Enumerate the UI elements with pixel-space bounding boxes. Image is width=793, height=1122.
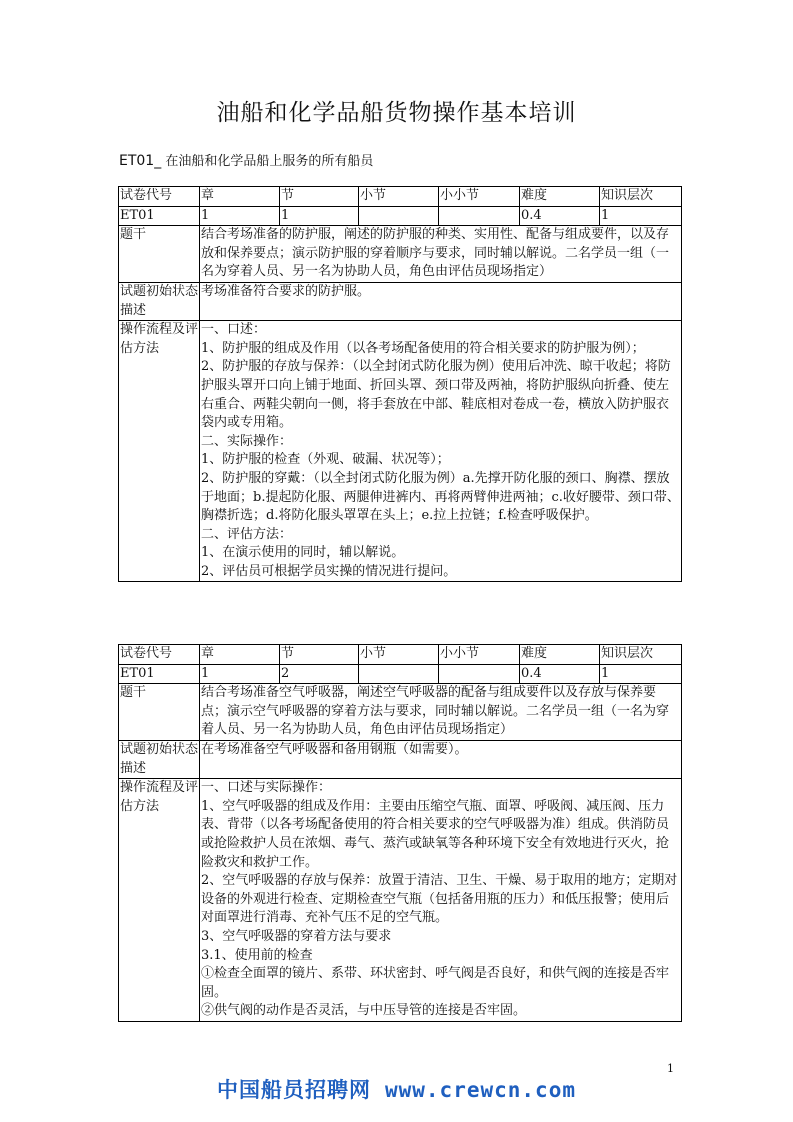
value-cell [359,206,439,226]
course-code: ET01_ [119,153,162,169]
header-cell: 试卷代号 [119,645,200,665]
init-row [119,740,682,778]
procedure-line: 2、评估员可根据学员实操的情况进行提问。 [201,563,457,579]
header-cell: 难度 [520,187,600,207]
init-row [119,282,682,320]
stem-text: 结合考场准备的防护服，阐述的防护服的种类、实用性、配备与组成要件，以及存放和保养要点；演示防护服的穿着顺序与要求，同时辅以解说。二名学员一组（一名为穿着人员、另一名为协助人员，角色由评估员现场指定） [200,226,682,283]
stem-row [119,684,682,741]
procedure-line: ①检查全面罩的镜片、系带、环状密封、呼气阀是否良好，和供气阀的连接是否牢固。 [201,966,670,1000]
procedure-line: 1、防护服的检查（外观、破漏、状况等）； [201,452,450,468]
procedure-line: ②供气阀的动作是否灵活，与中压导管的连接是否牢固。 [201,1003,527,1019]
procedure-text [200,779,682,1022]
procedure-line: 2、防护服的存放与保养：（以全封闭式防化服为例）使用后冲洗、晾干收起；将防护服头罩开口向上铺于地面、折回头罩、颈口带及两袖，将防护服纵向折叠、使左右重合、两鞋尖朝向一侧，将手套放在中部、鞋底相对卷成一卷，横放入防护服衣袋内或专用箱。 [201,359,671,431]
procedure-label: 操作流程及评估方法 [119,779,200,1022]
init-text: 在考场准备空气呼吸器和备用钢瓶（如需要）。 [200,740,682,778]
procedure-line: 1、在演示使用的同时，辅以解说。 [201,545,405,561]
value-cell: 1 [200,664,280,684]
header-cell: 节 [280,645,359,665]
header-cell: 小节 [359,645,439,665]
header-cell: 试卷代号 [119,187,200,207]
value-cell: 1 [600,206,682,226]
procedure-text [200,321,682,582]
value-cell: ET01 [119,664,200,684]
header-cell: 小节 [359,187,439,207]
page-title: 油船和化学品船货物操作基本培训 [216,100,577,126]
procedure-line: 1、空气呼吸器的组成及作用：主要由压缩空气瓶、面罩、呼吸阀、减压阀、压力表、背带（以各考场配备使用的符合相关要求的空气呼吸器为准）组成。供消防员或抢险救护人员在浓烟、毒气、蒸汽或缺氧等各种环境下安全有效地进行灭火，抢险救灾和救护工作。 [201,798,670,870]
procedure-line: 2、防护服的穿戴：（以全封闭式防化服为例）a.先撑开防化服的颈口、胸襟、摆放于地面；b.提起防化服、两腿伸进裤内、再将两臂伸进两袖；c.收好腰带、颈口带、胸襟折选；d.将防化服头罩罩在头上；e.拉上拉链；f.检查呼吸保护。 [201,470,680,524]
header-cell: 知识层次 [600,187,682,207]
header-cell: 章 [200,187,280,207]
course-subtitle [119,150,373,169]
stem-row [119,226,682,283]
procedure-line: 3、空气呼吸器的穿着方法与要求 [201,928,392,944]
course-audience: 在油船和化学品船上服务的所有船员 [161,154,374,169]
value-cell: 0.4 [520,664,600,684]
header-cell: 知识层次 [600,645,682,665]
value-row [119,664,682,684]
procedure-line: 1、防护服的组成及作用（以各考场配备使用的符合相关要求的防护服为例）； [201,340,645,356]
value-cell: 1 [200,206,280,226]
value-cell: 2 [280,664,359,684]
header-cell: 章 [200,645,280,665]
stem-label: 题干 [119,684,200,741]
value-cell [439,664,520,684]
footer-watermark [0,1074,793,1104]
footer-site-name: 中国船员招聘网 [216,1078,371,1102]
question-table [118,644,682,1022]
value-cell: ET01 [119,206,200,226]
init-text: 考场准备符合要求的防护服。 [200,282,682,320]
value-cell [359,664,439,684]
procedure-line: 一、口述： [201,322,267,338]
value-row [119,206,682,226]
procedure-line: 2、空气呼吸器的存放与保养：放置于清洁、卫生、干燥、易于取用的地方；定期对设备的外观进行检查、定期检查空气瓶（包括备用瓶的压力）和低压报警；使用后对面罩进行消毒、充补气压不足的空气瓶。 [201,873,678,926]
procedure-line: 二、实际操作： [201,433,293,449]
value-cell [439,206,520,226]
procedure-line: 二、评估方法： [201,526,293,542]
init-label: 试题初始状态描述 [119,740,200,778]
header-cell: 小小节 [439,645,520,665]
question-table [118,186,682,582]
header-cell: 难度 [520,645,600,665]
value-cell: 1 [600,664,682,684]
procedure-row [119,779,682,1022]
procedure-label: 操作流程及评估方法 [119,321,200,582]
stem-text: 结合考场准备空气呼吸器，阐述空气呼吸器的配备与组成要件以及存放与保养要点；演示空气呼吸器的穿着方法与要求，同时辅以解说。二名学员一组（一名为穿着人员、另一名为协助人员，角色由评估员现场指定） [200,684,682,741]
header-cell: 节 [280,187,359,207]
header-row [119,645,682,665]
page-number: 1 [667,1062,674,1075]
footer-url[interactable]: www.crewcn.com [384,1078,576,1102]
header-row [119,187,682,207]
init-label: 试题初始状态描述 [119,282,200,320]
stem-label: 题干 [119,226,200,283]
procedure-line: 一、口述与实际操作： [201,780,332,796]
header-cell: 小小节 [439,187,520,207]
value-cell: 0.4 [520,206,600,226]
procedure-line: 3.1、使用前的检查 [201,947,313,963]
procedure-row [119,321,682,582]
value-cell: 1 [280,206,359,226]
